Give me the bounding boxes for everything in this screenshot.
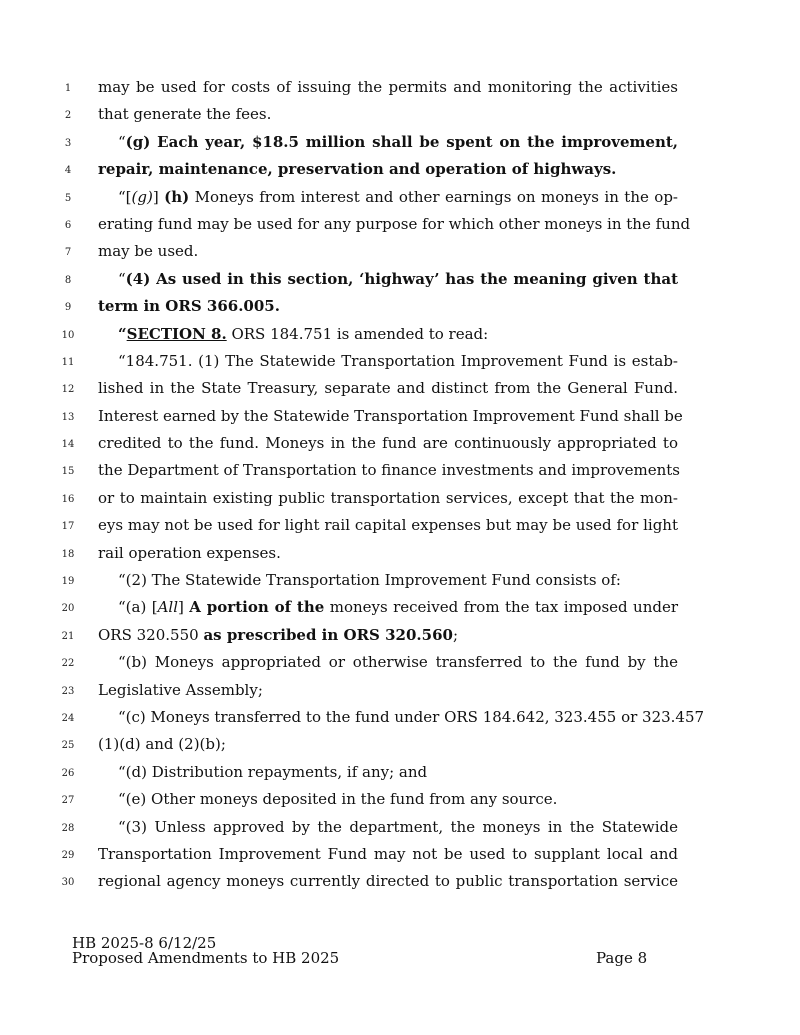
line-text: rail operation expenses. xyxy=(98,543,281,562)
line-number: 16 xyxy=(61,493,75,505)
line-number: 1 xyxy=(64,83,72,94)
text-line xyxy=(0,677,800,704)
line-text: repair, maintenance, preservation and operation of highways. xyxy=(98,160,617,179)
line-number: 12 xyxy=(61,384,75,396)
line-text: (1)(d) and (2)(b); xyxy=(98,735,226,754)
text-line xyxy=(0,403,800,430)
line-text: “184.751. (1) The Statewide Transportation Improvement Fund is estab- xyxy=(118,351,678,370)
line-text: that generate the fees. xyxy=(98,105,272,124)
line-text: “(c) Moneys transferred to the fund under ORS 184.642, 323.455 or 323.457 xyxy=(118,707,705,726)
line-number: 17 xyxy=(61,521,75,533)
numbered-lines xyxy=(0,74,800,896)
text-line xyxy=(0,211,800,238)
line-number: 21 xyxy=(61,630,75,642)
line-number: 14 xyxy=(61,439,75,451)
line-text: may be used for costs of issuing the permits and monitoring the activities xyxy=(98,78,678,96)
text-line xyxy=(0,622,800,649)
text-line xyxy=(0,649,800,676)
text-line xyxy=(0,540,800,567)
line-number: 9 xyxy=(64,302,72,314)
text-line xyxy=(0,238,800,265)
line-number: 4 xyxy=(64,165,72,177)
line-number: 3 xyxy=(64,137,72,149)
line-number: 29 xyxy=(61,849,75,861)
page-number: Page 8 xyxy=(596,949,648,967)
line-text: term in ORS 366.005. xyxy=(98,297,280,316)
line-text: “(a) [All] A portion of the moneys received from the tax imposed under xyxy=(118,598,679,617)
line-number: 2 xyxy=(64,110,72,122)
line-text: ORS 320.550 as prescribed in ORS 320.560; xyxy=(98,625,458,644)
line-number: 11 xyxy=(61,356,75,368)
line-number: 6 xyxy=(64,219,72,231)
line-number: 19 xyxy=(61,576,75,588)
text-line xyxy=(0,786,800,813)
text-line xyxy=(0,841,800,868)
text-line xyxy=(0,868,800,895)
line-text: the Department of Transportation to finance investments and improvements xyxy=(98,461,680,480)
line-text: “(e) Other moneys deposited in the fund from any source. xyxy=(118,790,558,809)
line-text: Interest earned by the Statewide Transportation Improvement Fund shall be xyxy=(98,406,683,425)
line-text: eys may not be used for light rail capital expenses but may be used for light xyxy=(98,516,678,535)
line-number: 30 xyxy=(61,877,75,889)
page-footer xyxy=(72,936,339,966)
line-number: 15 xyxy=(61,466,75,478)
text-line xyxy=(0,759,800,786)
text-line xyxy=(0,101,800,128)
line-text: credited to the fund. Moneys in the fund are continuously appropriated to xyxy=(98,434,678,453)
text-line xyxy=(0,814,800,841)
text-line xyxy=(0,348,800,375)
line-text: “(2) The Statewide Transportation Improvement Fund consists of: xyxy=(118,571,621,590)
text-line xyxy=(0,184,800,211)
line-number: 5 xyxy=(64,192,72,204)
line-text: “SECTION 8. ORS 184.751 is amended to read: xyxy=(118,324,489,343)
footer-doc-title: Proposed Amendments to HB 2025 xyxy=(72,949,340,967)
text-line xyxy=(0,156,800,183)
line-text: “(b) Moneys appropriated or otherwise transferred to the fund by the xyxy=(118,653,678,672)
text-line xyxy=(0,485,800,512)
line-text: regional agency moneys currently directed to public transportation service xyxy=(98,872,678,891)
text-line xyxy=(0,457,800,484)
line-number: 25 xyxy=(61,740,75,752)
line-text: “(3) Unless approved by the department, the moneys in the Statewide xyxy=(118,817,678,836)
text-line xyxy=(0,731,800,758)
line-text: “(d) Distribution repayments, if any; and xyxy=(118,762,428,781)
line-number: 10 xyxy=(61,329,75,341)
footer-bill-ref: HB 2025-8 6/12/25 xyxy=(72,934,217,952)
text-line xyxy=(0,567,800,594)
line-text: “(4) As used in this section, ‘highway’ has the meaning given that xyxy=(118,269,678,288)
line-number: 28 xyxy=(61,822,75,834)
line-number: 23 xyxy=(61,685,75,697)
line-text: may be used. xyxy=(98,242,199,261)
text-line xyxy=(0,512,800,539)
text-line xyxy=(0,293,800,320)
line-number: 26 xyxy=(61,767,75,779)
line-number: 27 xyxy=(61,795,75,807)
line-number: 20 xyxy=(61,603,75,615)
text-line xyxy=(0,704,800,731)
line-text: Legislative Assembly; xyxy=(98,680,263,699)
line-number: 8 xyxy=(64,274,72,286)
line-text: “[(g)] (h) Moneys from interest and other earnings on moneys in the op- xyxy=(118,187,679,206)
line-number: 22 xyxy=(61,658,75,670)
line-text: erating fund may be used for any purpose for which other moneys in the fund xyxy=(98,214,691,233)
text-line xyxy=(0,321,800,348)
text-line xyxy=(0,266,800,293)
line-number: 7 xyxy=(64,247,72,259)
text-line xyxy=(0,594,800,621)
text-line xyxy=(0,430,800,457)
line-text: lished in the State Treasury, separate and distinct from the General Fund. xyxy=(98,379,678,398)
line-text: Transportation Improvement Fund may not be used to supplant local and xyxy=(98,844,678,863)
line-number: 24 xyxy=(61,712,75,724)
text-line xyxy=(0,375,800,402)
text-line xyxy=(0,129,800,156)
line-number: 18 xyxy=(61,548,75,560)
section-heading: SECTION 8. xyxy=(126,324,227,343)
line-text: “(g) Each year, $18.5 million shall be spent on the improvement, xyxy=(118,132,678,151)
text-line xyxy=(0,74,800,101)
line-text: or to maintain existing public transportation services, except that the mon- xyxy=(98,488,678,507)
line-number: 13 xyxy=(61,411,75,423)
